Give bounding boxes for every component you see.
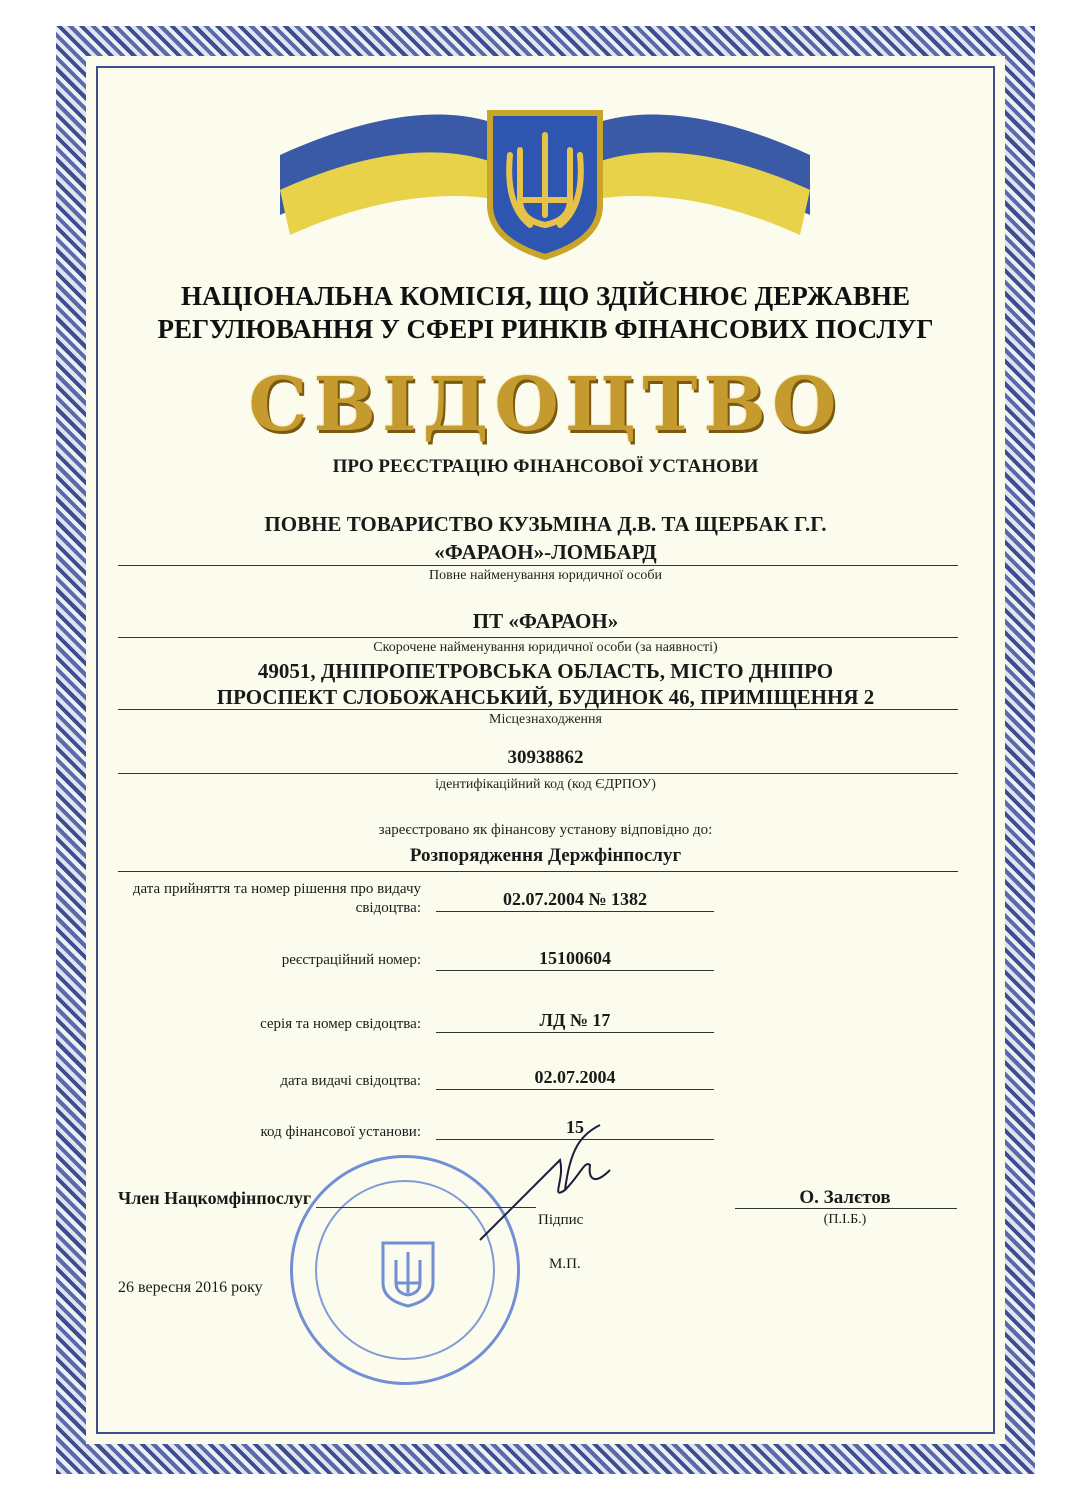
document-date: 26 вересня 2016 року: [118, 1279, 263, 1296]
certificate-series-underline: [436, 1032, 714, 1033]
signatory-name: О. Залєтов: [799, 1187, 891, 1208]
full-name-caption: Повне найменування юридичної особи: [429, 568, 662, 583]
address-line-1: 49051, ДНІПРОПЕТРОВСЬКА ОБЛАСТЬ, МІСТО ДНІПРО: [257, 659, 834, 683]
address-caption: Місцезнаходження: [489, 712, 602, 727]
registration-number-underline: [436, 970, 714, 971]
issue-date-value: 02.07.2004: [534, 1067, 616, 1087]
basis-underline: [118, 871, 958, 872]
name-caption: (П.І.Б.): [823, 1212, 867, 1227]
authority-heading: [100, 280, 991, 346]
authority-line-2: РЕГУЛЮВАННЯ У СФЕРІ РИНКІВ ФІНАНСОВИХ ПОСЛУГ: [157, 314, 934, 344]
trident-coat-of-arms-icon: [490, 113, 600, 257]
document-title: СВІДОЦТВО: [248, 362, 843, 448]
issue-date-label: дата видачі свідоцтва:: [280, 1073, 421, 1089]
member-label: Член Нацкомфінпослуг: [118, 1188, 312, 1208]
decision-underline: [436, 911, 714, 912]
entity-code: 30938862: [507, 747, 584, 768]
name-underline: [735, 1208, 957, 1209]
institution-code-value: 15: [566, 1117, 584, 1137]
seal-trident-icon: [378, 1238, 438, 1308]
decision-label: [133, 880, 421, 918]
certificate-series-label: серія та номер свідоцтва:: [260, 1016, 421, 1032]
decision-label-line-2: свідоцтва:: [355, 900, 421, 916]
issue-date-underline: [436, 1089, 714, 1090]
ribbon-emblem-graphic: [270, 95, 820, 265]
registration-intro: зареєстровано як фінансову установу відповідно до:: [378, 822, 713, 838]
decision-value: 02.07.2004 № 1382: [502, 889, 648, 909]
code-underline: [118, 773, 958, 774]
registration-basis: Розпорядження Держфінпослуг: [409, 845, 682, 866]
registration-number-label: реєстраційний номер:: [281, 952, 421, 968]
code-caption: ідентифікаційний код (код ЄДРПОУ): [435, 777, 656, 792]
address-underline: [118, 709, 958, 710]
authority-line-1: НАЦІОНАЛЬНА КОМІСІЯ, ЩО ЗДІЙСНЮЄ ДЕРЖАВНЕ: [180, 281, 911, 311]
entity-full-name: [100, 510, 991, 566]
short-name-caption: Скорочене найменування юридичної особи (за наявності): [373, 640, 718, 655]
certificate-series-value: ЛД № 17: [539, 1010, 611, 1030]
address-line-2: ПРОСПЕКТ СЛОБОЖАНСЬКИЙ, БУДИНОК 46, ПРИМІЩЕННЯ 2: [216, 685, 875, 709]
entity-short-name: ПТ «ФАРАОН»: [472, 609, 619, 633]
entity-full-name-line-2: «ФАРАОН»-ЛОМБАРД: [434, 540, 657, 564]
entity-address: [100, 658, 991, 710]
entity-full-name-line-1: ПОВНЕ ТОВАРИСТВО КУЗЬМІНА Д.В. ТА ЩЕРБАК Г.Г.: [264, 512, 827, 536]
seal-caption: М.П.: [549, 1256, 581, 1272]
full-name-underline: [118, 565, 958, 566]
decision-label-line-1: дата прийняття та номер рішення про видачу: [132, 881, 421, 897]
institution-code-label: код фінансової установи:: [260, 1124, 421, 1140]
document-subtitle: ПРО РЕЄСТРАЦІЮ ФІНАНСОВОЇ УСТАНОВИ: [332, 456, 759, 477]
handwritten-signature: [470, 1120, 640, 1250]
signature-caption: Підпис: [538, 1212, 584, 1228]
registration-number-value: 15100604: [539, 948, 611, 968]
short-name-underline: [118, 637, 958, 638]
